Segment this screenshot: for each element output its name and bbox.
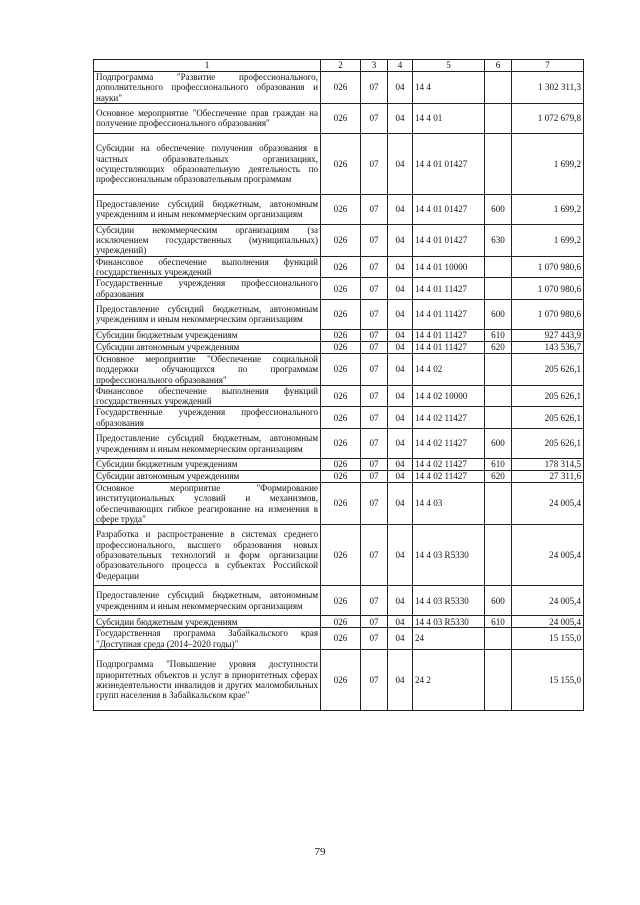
- code-cell: 026: [321, 586, 361, 616]
- section-cell: 07: [361, 329, 388, 341]
- header-cell: 6: [485, 60, 512, 72]
- amount-cell: 1 070 980,6: [512, 278, 584, 300]
- section-cell: 07: [361, 385, 388, 407]
- subsection-cell: 04: [388, 224, 413, 256]
- subsection-cell: 04: [388, 483, 413, 525]
- amount-cell: 24 005,4: [512, 616, 584, 628]
- amount-cell: 205 626,1: [512, 407, 584, 429]
- expense-type-cell: [485, 103, 512, 133]
- item-name-cell: Подпрограмма "Развитие профессионального, дополнительного профессионального образования и науки": [94, 72, 321, 104]
- amount-cell: 24 005,4: [512, 525, 584, 586]
- subsection-cell: 04: [388, 103, 413, 133]
- target-item-cell: 14 4 01 11427: [413, 278, 485, 300]
- item-name-cell: Субсидии бюджетным учреждениям: [94, 459, 321, 471]
- header-cell: 5: [413, 60, 485, 72]
- expense-type-cell: 620: [485, 471, 512, 483]
- table-row: [94, 628, 584, 650]
- amount-cell: 205 626,1: [512, 385, 584, 407]
- table-row: [94, 385, 584, 407]
- amount-cell: 24 005,4: [512, 586, 584, 616]
- amount-cell: 1 070 980,6: [512, 256, 584, 278]
- section-cell: 07: [361, 525, 388, 586]
- target-item-cell: 14 4 03 R5330: [413, 616, 485, 628]
- section-cell: 07: [361, 459, 388, 471]
- expense-type-cell: 600: [485, 586, 512, 616]
- item-name-cell: Государственная программа Забайкальского края "Доступная среда (2014–2020 годы)": [94, 628, 321, 650]
- table-row: [94, 299, 584, 329]
- expense-type-cell: [485, 133, 512, 194]
- item-name-cell: Государственные учреждения профессионального образования: [94, 278, 321, 300]
- table-header-row: [94, 60, 584, 72]
- subsection-cell: 04: [388, 353, 413, 385]
- expense-type-cell: [485, 483, 512, 525]
- amount-cell: 1 072 679,8: [512, 103, 584, 133]
- code-cell: 026: [321, 224, 361, 256]
- subsection-cell: 04: [388, 407, 413, 429]
- section-cell: 07: [361, 133, 388, 194]
- target-item-cell: 24 2: [413, 649, 485, 710]
- item-name-cell: Субсидии на обеспечение получения образования в частных образовательных организациях, осуществляющих образовательную деятельность по профессиональным образовательным программам: [94, 133, 321, 194]
- target-item-cell: 14 4 01: [413, 103, 485, 133]
- table-row: [94, 329, 584, 341]
- code-cell: 026: [321, 649, 361, 710]
- target-item-cell: 14 4 02 11427: [413, 471, 485, 483]
- target-item-cell: 14 4 01 01427: [413, 133, 485, 194]
- amount-cell: 927 443,9: [512, 329, 584, 341]
- table-row: [94, 353, 584, 385]
- code-cell: 026: [321, 72, 361, 104]
- target-item-cell: 14 4 01 11427: [413, 341, 485, 353]
- header-cell: 1: [94, 60, 321, 72]
- item-name-cell: Предоставление субсидий бюджетным, автономным учреждениям и иным некоммерческим организациям: [94, 586, 321, 616]
- subsection-cell: 04: [388, 525, 413, 586]
- code-cell: 026: [321, 483, 361, 525]
- subsection-cell: 04: [388, 586, 413, 616]
- table-row: [94, 525, 584, 586]
- amount-cell: 1 699,2: [512, 133, 584, 194]
- section-cell: 07: [361, 299, 388, 329]
- table-row: [94, 224, 584, 256]
- target-item-cell: 14 4 01 10000: [413, 256, 485, 278]
- table-row: [94, 103, 584, 133]
- expense-type-cell: [485, 525, 512, 586]
- expense-type-cell: 610: [485, 329, 512, 341]
- section-cell: 07: [361, 407, 388, 429]
- code-cell: 026: [321, 299, 361, 329]
- code-cell: 026: [321, 353, 361, 385]
- table-row: [94, 586, 584, 616]
- expense-type-cell: [485, 72, 512, 104]
- section-cell: 07: [361, 278, 388, 300]
- target-item-cell: 14 4 01 01427: [413, 194, 485, 224]
- code-cell: 026: [321, 429, 361, 459]
- code-cell: 026: [321, 628, 361, 650]
- section-cell: 07: [361, 616, 388, 628]
- expense-type-cell: 610: [485, 616, 512, 628]
- code-cell: 026: [321, 471, 361, 483]
- amount-cell: 178 314,5: [512, 459, 584, 471]
- table-row: [94, 194, 584, 224]
- amount-cell: 1 070 980,6: [512, 299, 584, 329]
- amount-cell: 143 536,7: [512, 341, 584, 353]
- item-name-cell: Финансовое обеспечение выполнения функций государственных учреждений: [94, 385, 321, 407]
- code-cell: 026: [321, 329, 361, 341]
- target-item-cell: 14 4 02 11427: [413, 407, 485, 429]
- target-item-cell: 14 4 02 10000: [413, 385, 485, 407]
- item-name-cell: Субсидии бюджетным учреждениям: [94, 616, 321, 628]
- item-name-cell: Предоставление субсидий бюджетным, автономным учреждениям и иным некоммерческим организациям: [94, 194, 321, 224]
- item-name-cell: Подпрограмма "Повышение уровня доступности приоритетных объектов и услуг в приоритетных сферах жизнедеятельности инвалидов и других маломобильных групп населения в Забайкальском крае": [94, 649, 321, 710]
- table-row: [94, 133, 584, 194]
- header-cell: 4: [388, 60, 413, 72]
- item-name-cell: Субсидии некоммерческим организациям (за исключением государственных (муниципальных) учреждений): [94, 224, 321, 256]
- table-row: [94, 256, 584, 278]
- item-name-cell: Предоставление субсидий бюджетным, автономным учреждениям и иным некоммерческим организациям: [94, 429, 321, 459]
- item-name-cell: Субсидии автономным учреждениям: [94, 471, 321, 483]
- section-cell: 07: [361, 194, 388, 224]
- section-cell: 07: [361, 224, 388, 256]
- page-number: 79: [314, 846, 326, 858]
- target-item-cell: 14 4 03: [413, 483, 485, 525]
- subsection-cell: 04: [388, 133, 413, 194]
- subsection-cell: 04: [388, 616, 413, 628]
- item-name-cell: Основное мероприятие "Обеспечение социальной поддержки обучающихся по программам профессионального образования": [94, 353, 321, 385]
- expense-type-cell: 630: [485, 224, 512, 256]
- amount-cell: 1 302 311,3: [512, 72, 584, 104]
- amount-cell: 1 699,2: [512, 224, 584, 256]
- code-cell: 026: [321, 103, 361, 133]
- expense-type-cell: 600: [485, 299, 512, 329]
- subsection-cell: 04: [388, 459, 413, 471]
- expense-type-cell: [485, 385, 512, 407]
- table-row: [94, 407, 584, 429]
- code-cell: 026: [321, 459, 361, 471]
- expense-type-cell: [485, 278, 512, 300]
- table-row: [94, 459, 584, 471]
- code-cell: 026: [321, 616, 361, 628]
- amount-cell: 24 005,4: [512, 483, 584, 525]
- target-item-cell: 14 4 03 R5330: [413, 586, 485, 616]
- table-row: [94, 72, 584, 104]
- code-cell: 026: [321, 256, 361, 278]
- code-cell: 026: [321, 133, 361, 194]
- item-name-cell: Разработка и распространение в системах среднего профессионального, высшего образования новых образовательных технологий и форм организации образовательного процесса в субъектах Российской Федерации: [94, 525, 321, 586]
- table-row: [94, 471, 584, 483]
- target-item-cell: 14 4: [413, 72, 485, 104]
- subsection-cell: 04: [388, 429, 413, 459]
- code-cell: 026: [321, 278, 361, 300]
- code-cell: 026: [321, 525, 361, 586]
- amount-cell: 205 626,1: [512, 353, 584, 385]
- item-name-cell: Основное мероприятие "Формирование институциональных условий и механизмов, обеспечивающих гибкое реагирование на изменения в сфере труда": [94, 483, 321, 525]
- section-cell: 07: [361, 649, 388, 710]
- target-item-cell: 14 4 01 11427: [413, 329, 485, 341]
- expense-type-cell: [485, 407, 512, 429]
- item-name-cell: Государственные учреждения профессионального образования: [94, 407, 321, 429]
- subsection-cell: 04: [388, 329, 413, 341]
- expense-type-cell: 610: [485, 459, 512, 471]
- target-item-cell: 14 4 03 R5330: [413, 525, 485, 586]
- target-item-cell: 14 4 02 11427: [413, 459, 485, 471]
- table-row: [94, 429, 584, 459]
- section-cell: 07: [361, 471, 388, 483]
- target-item-cell: 14 4 02 11427: [413, 429, 485, 459]
- expense-type-cell: 620: [485, 341, 512, 353]
- table-row: [94, 616, 584, 628]
- expense-type-cell: [485, 353, 512, 385]
- section-cell: 07: [361, 586, 388, 616]
- target-item-cell: 24: [413, 628, 485, 650]
- code-cell: 026: [321, 194, 361, 224]
- target-item-cell: 14 4 02: [413, 353, 485, 385]
- section-cell: 07: [361, 429, 388, 459]
- table-row: [94, 278, 584, 300]
- amount-cell: 15 155,0: [512, 628, 584, 650]
- subsection-cell: 04: [388, 471, 413, 483]
- code-cell: 026: [321, 341, 361, 353]
- section-cell: 07: [361, 72, 388, 104]
- subsection-cell: 04: [388, 299, 413, 329]
- subsection-cell: 04: [388, 256, 413, 278]
- expense-type-cell: 600: [485, 429, 512, 459]
- subsection-cell: 04: [388, 385, 413, 407]
- item-name-cell: Субсидии бюджетным учреждениям: [94, 329, 321, 341]
- amount-cell: 1 699,2: [512, 194, 584, 224]
- subsection-cell: 04: [388, 649, 413, 710]
- header-cell: 2: [321, 60, 361, 72]
- subsection-cell: 04: [388, 72, 413, 104]
- code-cell: 026: [321, 407, 361, 429]
- subsection-cell: 04: [388, 194, 413, 224]
- target-item-cell: 14 4 01 11427: [413, 299, 485, 329]
- expense-type-cell: [485, 256, 512, 278]
- header-cell: 3: [361, 60, 388, 72]
- code-cell: 026: [321, 385, 361, 407]
- item-name-cell: Финансовое обеспечение выполнения функций государственных учреждений: [94, 256, 321, 278]
- section-cell: 07: [361, 103, 388, 133]
- section-cell: 07: [361, 628, 388, 650]
- section-cell: 07: [361, 341, 388, 353]
- expense-type-cell: 600: [485, 194, 512, 224]
- subsection-cell: 04: [388, 278, 413, 300]
- expense-type-cell: [485, 628, 512, 650]
- amount-cell: 15 155,0: [512, 649, 584, 710]
- header-cell: 7: [512, 60, 584, 72]
- section-cell: 07: [361, 483, 388, 525]
- table-row: [94, 341, 584, 353]
- section-cell: 07: [361, 256, 388, 278]
- subsection-cell: 04: [388, 341, 413, 353]
- subsection-cell: 04: [388, 628, 413, 650]
- table-row: [94, 483, 584, 525]
- item-name-cell: Основное мероприятие "Обеспечение прав граждан на получение профессионального образования": [94, 103, 321, 133]
- table-row: [94, 649, 584, 710]
- amount-cell: 205 626,1: [512, 429, 584, 459]
- section-cell: 07: [361, 353, 388, 385]
- expense-type-cell: [485, 649, 512, 710]
- table-body: [94, 72, 584, 711]
- item-name-cell: Субсидии автономным учреждениям: [94, 341, 321, 353]
- item-name-cell: Предоставление субсидий бюджетным, автономным учреждениям и иным некоммерческим организациям: [94, 299, 321, 329]
- amount-cell: 27 311,6: [512, 471, 584, 483]
- target-item-cell: 14 4 01 01427: [413, 224, 485, 256]
- budget-table: [93, 59, 584, 711]
